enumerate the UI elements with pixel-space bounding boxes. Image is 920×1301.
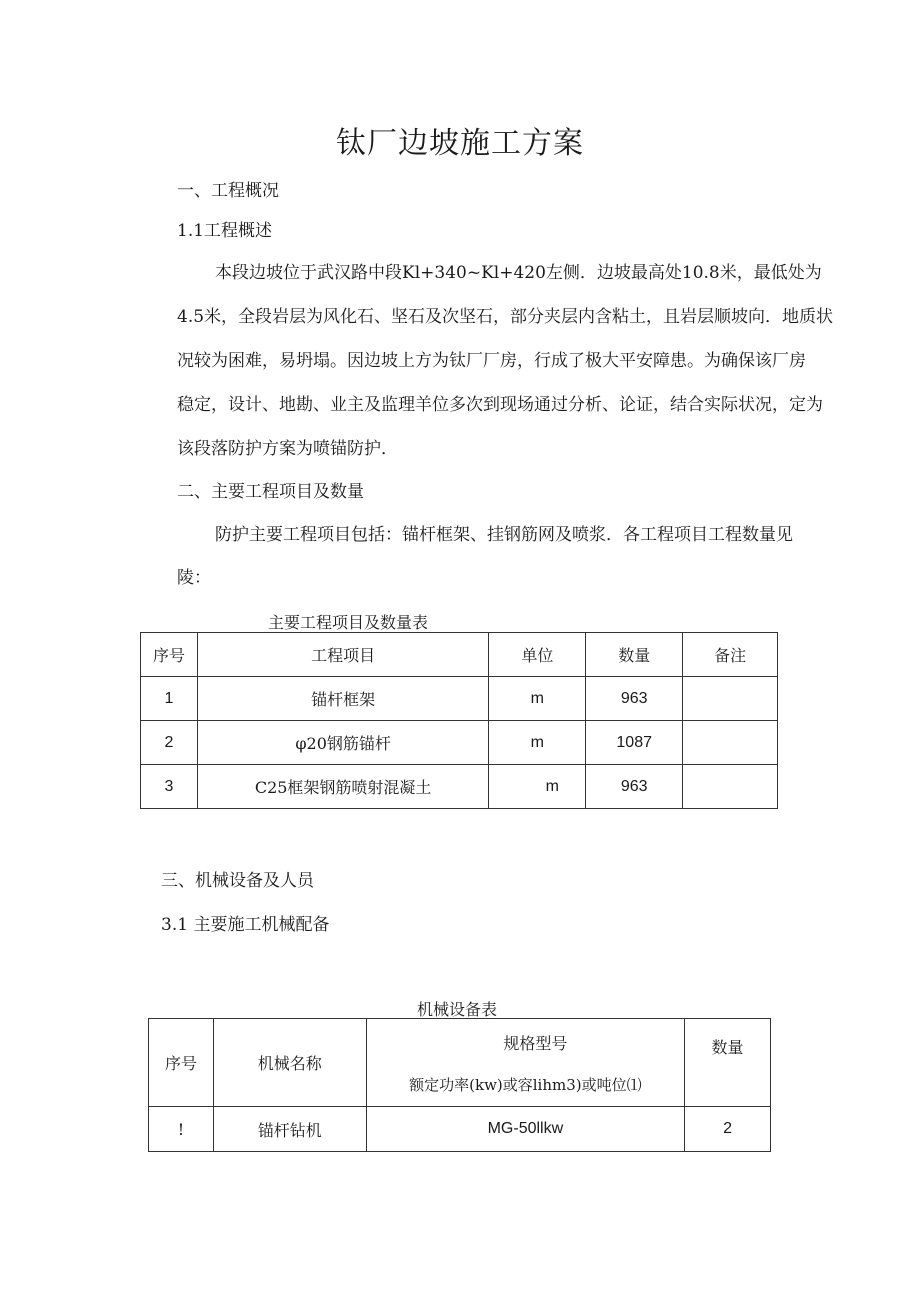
table-cell: C25框架钢筋喷射混凝土: [197, 765, 488, 809]
header-cell: 序号: [141, 633, 198, 677]
paragraph-line: 陵：: [177, 568, 211, 588]
header-cell: 序号: [149, 1019, 214, 1107]
section-3-1-heading: 3.1 主要施工机械配备: [161, 915, 330, 935]
table-cell: 963: [586, 677, 683, 721]
machinery-table-caption: 机械设备表: [417, 1000, 498, 1019]
quantity-table-caption: 主要工程项目及数量表: [268, 613, 429, 632]
paragraph-line: 稳定，设计、地勘、业主及监理羊位多次到现场通过分析、论证，结合实际状况，定为: [177, 395, 823, 415]
section-1-1-heading: 1.1工程概述: [177, 221, 273, 241]
table-cell: 2: [141, 721, 198, 765]
section-2-heading: 二、主要工程项目及数量: [177, 482, 364, 502]
table-cell: 锚杆钻机: [213, 1107, 366, 1152]
table-cell: 1: [141, 677, 198, 721]
table-row: [141, 721, 778, 765]
table-cell: 1087: [586, 721, 683, 765]
table-cell: φ20钢筋锚杆: [197, 721, 488, 765]
header-cell: 机械名称: [213, 1019, 366, 1107]
header-cell: 单位: [489, 633, 586, 677]
table-cell: 2: [685, 1107, 771, 1152]
quantity-table: [140, 632, 778, 809]
header-cell: 数量: [586, 633, 683, 677]
paragraph-line: 该段落防护方案为喷锚防护．: [177, 439, 398, 459]
table-row: [141, 765, 778, 809]
table-header-row: [141, 633, 778, 677]
paragraph-line: 况较为困难，易坍塌。因边坡上方为钛厂厂房，行成了极大平安障患。为确保该厂房: [177, 351, 806, 371]
paragraph-line: 4.5米，全段岩层为风化石、坚石及次坚石，部分夹层内含粘土，且岩层顺坡向．地质状: [177, 307, 834, 327]
spec-header-line-1: 规格型号: [503, 1033, 568, 1053]
spec-header-line-2: 额定功率(kw)或容lihm3)或吨位⑴: [409, 1075, 642, 1094]
machinery-table: [148, 1018, 771, 1152]
paragraph-line: 防护主要工程项目包括：锚杆框架、挂钢筋网及喷浆．各工程项目工程数量见: [215, 525, 793, 545]
table-cell: 3: [141, 765, 198, 809]
table-cell: m: [489, 721, 586, 765]
document-title: 钛厂边坡施工方案: [336, 126, 584, 161]
table-cell: !: [149, 1107, 214, 1152]
table-cell: m: [489, 677, 586, 721]
table-cell: [683, 765, 778, 809]
table-header-row: [149, 1019, 771, 1107]
section-1-heading: 一、工程概况: [177, 181, 279, 201]
header-cell: 工程项目: [197, 633, 488, 677]
header-cell-spec: [366, 1019, 684, 1107]
table-row: [149, 1107, 771, 1152]
header-cell: 备注: [683, 633, 778, 677]
table-cell: [683, 677, 778, 721]
paragraph-line: 本段边坡位于武汉路中段Kl+340~Kl+420左侧．边坡最高处10.8米，最低处为: [215, 263, 822, 283]
section-3-heading: 三、机械设备及人员: [161, 871, 314, 891]
table-row: [141, 677, 778, 721]
table-cell: 963: [586, 765, 683, 809]
table-cell: 锚杆框架: [197, 677, 488, 721]
table-cell: MG-50llkw: [366, 1107, 684, 1152]
header-cell: 数量: [685, 1019, 771, 1107]
table-cell: [683, 721, 778, 765]
table-cell: m: [489, 765, 586, 809]
